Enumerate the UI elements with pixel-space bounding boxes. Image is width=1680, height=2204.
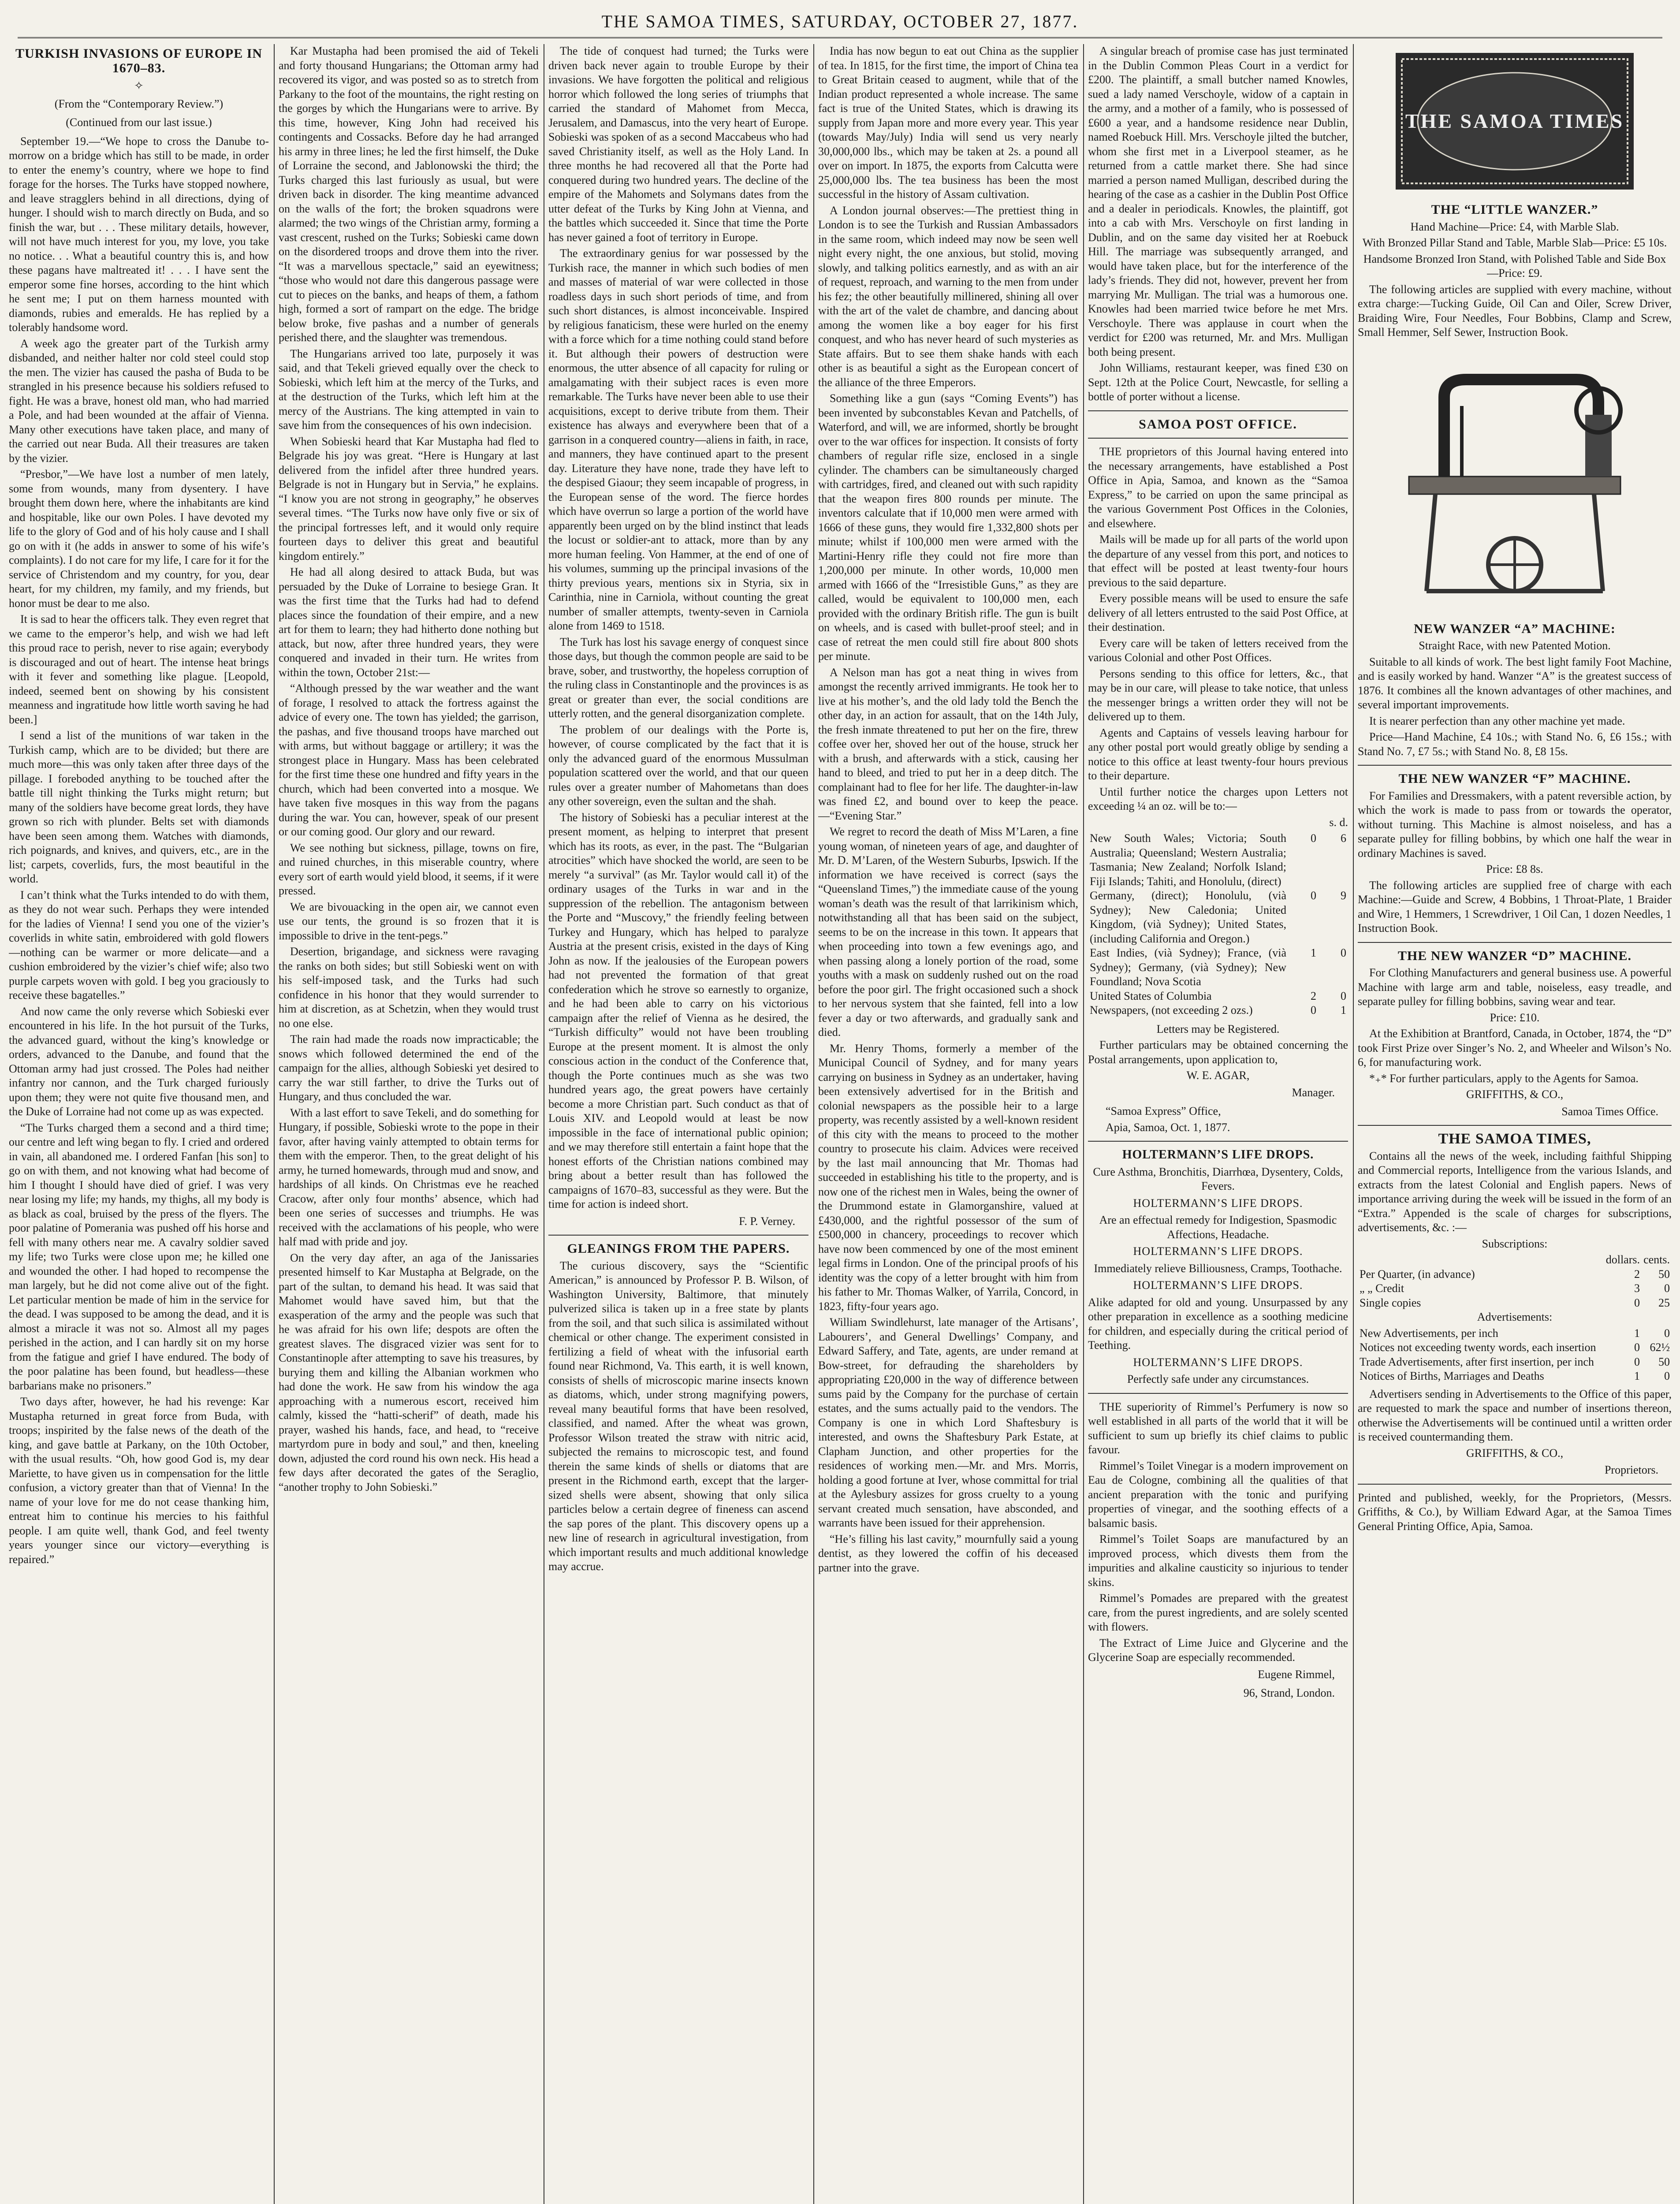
adv-cents: 0 (1664, 1326, 1670, 1340)
gleanings-title: GLEANINGS FROM THE PAPERS. (567, 1241, 790, 1256)
paragraph: Advertisers sending in Advertisements to the Office of this paper, are requested to mark the space and number of insertions thereon, otherwise the Advertisements will be continued until a written order is received countermanding them. (1358, 1387, 1672, 1443)
paragraph: “Presbor,”—We have lost a number of men lately, some from wounds, many from dysentery. I have brought them down here, where the inhabitants are kind and hospitable, like our own Poles. I have devoted my life to the glory of God and of his holy cause and I shall go on with it (he adds in answer to some of his wife’s complaints). I do not care for my life, I care for it for the service of Christendom and my country, for you, dear heart, for my children, my family, and my friends, but honor must be dear to me also. (9, 468, 269, 610)
paragraph: And now came the only reverse which Sobieski ever encountered in his life. In the hot pursuit of the Turks, the advanced guard, without the king’s knowledge or orders, advanced to the Danube, and found that the Ottoman army had just crossed. The Poles had neither infantry nor cannon, and the Turk charged furiously upon them; they were not quite five thousand men, and the Duke of Lorraine had not come up as was expected. (9, 1005, 269, 1118)
rimmel-address: 96, Strand, London. (1243, 1687, 1335, 1699)
drops-item: Are an effectual remedy for Indigestion, Spasmodic Affections, Headache. (1099, 1214, 1337, 1241)
paragraph: The extraordinary genius for war possessed by the Turkish race, the manner in which such bodies of men and masses of material of war were collected in those roadless days in such short periods of time, and from such short distances, is almost inconceivable. Inspired by religious fanaticism, these were hurled on the enemy with a force which for a time nothing could stand before it. But although their powers of destruction were enormous, the utter absence of all capacity for ruling or amalgamating with their subject races is even more remarkable. The Turks have never been able to use their acquisitions, except to derive tribute from them. Their existence has always and everywhere been that of a garrison in a conquered country—aliens in faith, in race, and manners, they have continued apart to the present day. Literature they have none, trade they have left to the despised Giaour; they seem incapable of progress, in the European sense of the word. The fierce hordes which have overrun so large a portion of the world have apparently been urged on by the blind instinct that leads the locust or soldier-ant to attack, more than by any more human feeling. Von Hammer, at the end of one of his volumes, summing up the principal invasions of the thirty previous years, mentions six in Styria, six in Carinthia, nine in Carniola, without counting the great number of smaller attempts, twenty-seven in Carniola alone from 1469 to 1518. (548, 247, 808, 632)
rate-header: s. d. (1329, 815, 1348, 829)
paragraph: Price—Hand Machine, £4 10s.; with Stand No. 6, £6 15s.; with Stand No. 7, £7 5s.; with Stand No. 8, £8 15s. (1358, 730, 1672, 758)
paragraph: India has now begun to eat out China as the supplier of tea. In 1815, for the first time, the import of China tea to Great Britain ceased to augment, while that of the Indian product represented a whole increase. The same fact is true of the United States, which is drawing its supply from Japan more and more every year. This year (towards May/July) India will send us very nearly 30,000,000 lbs., which may be taken at 2s. a pound all over on import. In 1875, the exports from Calcutta were 25,000,000 lbs. The tea business has been the most successful in the history of Assam cultivation. (818, 45, 1078, 201)
drops-title: HOLTERMANN’S LIFE DROPS. (1133, 1279, 1303, 1292)
paragraph: The Extract of Lime Juice and Glycerine and the Glycerine Soap are especially recommended. (1088, 1636, 1348, 1664)
paragraph: I send a list of the munitions of war taken in the Turkish camp, which are to be divided; but there are much more—this was only taken after three days of the pillage. I foreboded anything to be touched after the battle till night thinking the Turks might return; but many of the soldiers have become great lords, they have grown so rich with plunder. Belts set with diamonds have been seen among them. Watches with diamonds, rich poignards, and knives, and quivers, etc., are in the list; carpets, coverlids, furs, the most beautiful in the world. (9, 729, 269, 885)
paragraph: Every care will be taken of letters received from the various Colonial and other Post Offices. (1088, 637, 1348, 664)
paragraph: Further particulars may be obtained concerning the Postal arrangements, upon application to, (1088, 1039, 1348, 1066)
post-signer-title: Manager. (1292, 1086, 1335, 1099)
price-line: With Bronzed Pillar Stand and Table, Marble Slab—Price: £5 10s. (1362, 236, 1667, 249)
proprietors-label: Proprietors. (1604, 1463, 1658, 1476)
article-title: TURKISH INVASIONS OF EUROPE IN 1670–83. (15, 46, 263, 75)
adv-cents: 0 (1664, 1370, 1670, 1382)
seal-text: THE SAMOA TIMES (1405, 110, 1624, 132)
paragraph: Agents and Captains of vessels leaving harbour for any other postal port would greatly oblige by sending a notice to this office at least twenty-four hours previous to their departure. (1088, 726, 1348, 782)
rate-shillings: 2 (1311, 989, 1316, 1002)
paragraph: The curious discovery, says the “Scientific American,” is announced by Professor P. B. Wilson, of Washington University, Baltimore, that minutely pulverized silica is taken up in a free state by plants from the soil, and that such silica is assimilated without chemical or other change. The experiment consisted in fertilizing a field of wheat with the infusorial earth found near Richmond, Va. This earth, it is well known, consists of shells of microscopic marine insects known as diatoms, which, under strong magnifying powers, reveal many beautiful forms that have been resolved, classified, and named. After the wheat was grown, Professor Wilson treated the straw with nitric acid, subjected the remains to microscopic test, and found therein the same kinds of shells or diatoms that are present in the Richmond earth, except that the larger-sized shells were absent, showing that only silica particles below a certain degree of fineness can ascend the sap pores of the plant. This discovery opens up a new line of research in agricultural investigation, from which important results and much additional knowledge may accrue. (548, 1259, 808, 1573)
paragraph: John Williams, restaurant keeper, was fined £30 on Sept. 12th at the Police Court, Newcastle, for selling a bottle of porter without a license. (1088, 361, 1348, 403)
divider (1358, 1484, 1672, 1485)
rate-shillings: 0 (1311, 832, 1316, 845)
samoa-times-seal-image (1391, 48, 1638, 194)
times-title: THE SAMOA TIMES, (1438, 1131, 1591, 1147)
adv-cents: 62½ (1650, 1341, 1670, 1354)
paragraph: Kar Mustapha had been promised the aid of Tekeli and forty thousand Hungarians; the Ottoman army had recovered its vigor, and was posted so as to stretch from Parkany to the foot of the mountains, the right resting on the gorges by which the Hungarians were to arrive. By this time, however, King John had received his contingents and Cossacks. Before day he had arranged his army in three lines; he led the first himself, the Duke of Lorraine the second, and Jablonowski the third; the Turks charged this last furiously as usual, but were driven back in disorder. The king meantime advanced on the walls of the fort; the broken squadrons were alarmed; the two wings of the Christian army, forming a vast crescent, rushed on the Turks; Sobieski came down on the disordered troops and drove them into the river. “It was a marvellous spectacle,” said an eyewitness; “those who would not dare this dangerous passage were cut to pieces on the banks, and heaps of them, a fathom high, formed a sort of rampart on the edge. The bridge below broke, five pashas and a number of generals perished there, and the slaughter was tremendous. (279, 45, 539, 344)
agents-office: Samoa Times Office. (1561, 1105, 1658, 1118)
paragraph: The Hungarians arrived too late, purposely it was said, and that Tekeli grieved equally over the check to Sobieski, which left him at the mercy of the Turks, and at the destruction of the Turks, which left him at the mercy of the Austrians. The king attempted in vain to save him from the consequences of his own indecision. (279, 347, 539, 432)
post-office-title: SAMOA POST OFFICE. (1139, 417, 1297, 432)
rate-pence: 0 (1341, 946, 1346, 959)
divider: ✧ (134, 79, 144, 92)
paragraph: Persons sending to this office for letters, &c., that may be in our care, will please to take notice, that unless the messenger brings a written order they will not be delivered up to them. (1088, 667, 1348, 723)
paragraph: A Nelson man has got a neat thing in wives from amongst the recently arrived immigrants. He took her to live at his mother’s, and the old lady told the Bench the other day, in an action for assault, that on the 14th July, the fresh inmate threatened to put her on the fire, threw coffee over her, shoved her out of the house, struck her with a brush, and afterwards with a stick, causing her hand to bleed, and tried to put her in a deep ditch. The complainant had to flee for her life. The daughter-in-law was fined £2, and bound over to keep the peace.—“Evening Star.” (818, 666, 1078, 822)
column-2 (279, 44, 539, 2204)
paragraph: The history of Sobieski has a peculiar interest at the present moment, as helping to interpret that present which has its roots, as ever, in the past. The “Bulgarian atrocities” which have shocked the world, are seen to be merely “a survival” (as Mr. Taylor would call it) of the ordinary usages of the Turks in war and in the suppression of the rebellion. The antagonism between the Porte and “Muscovy,” the friendly feeling between Turkey and Hungary, which has helped to paralyze Austria at the present crisis, existed in the days of King John as now. If the jealousies of the European powers had not prevented the formation of that great confederation which he strove so earnestly to organize, and he had been able to carry on his victorious campaign after the relief of Vienna as he desired, the “Turkish difficulty” would not have been troubling Europe at the present moment. It is almost the only conscious action in the conduct of the Conference that, though the Porte continues much as she was two hundred years ago, the great powers have certainly become a more Christian part. Such conduct as that of Louis XIV. and Leopold would at least be now impossible in the face of international public opinion; and we may therefore still entertain a faint hope that the honest efforts of the Christian nations combined may bring about a better result than has followed the campaigns of 1670–83, successful as they were. But the time for action is indeed short. (548, 811, 808, 1210)
wanzer-d-title: THE NEW WANZER “D” MACHINE. (1397, 948, 1632, 963)
divider (1358, 765, 1672, 766)
drops-item: Alike adapted for old and young. Unsurpassed by any other preparation in excellence as a soothing medicine for children, and especially during the critical period of Teething. (1088, 1296, 1348, 1351)
rate-pence: 0 (1341, 989, 1346, 1002)
adv-label: Notices not exceeding twenty words, each insertion (1360, 1341, 1596, 1354)
paragraph: *₊* For further particulars, apply to the Agents for Samoa. (1369, 1072, 1639, 1085)
divider (1358, 942, 1672, 943)
rimmel-name: Eugene Rimmel, (1258, 1668, 1335, 1681)
adv-cents: 50 (1658, 1355, 1670, 1368)
paragraph: A singular breach of promise case has just terminated in the Dublin Common Pleas Court in a verdict for £200. The plaintiff, a small butcher named Knowles, sued a lady named Verschoyle, widow of a captain in the army, and a mother of a family, who is possessed of £600 a year, and a handsome residence near Dublin, named Roebuck Hill. Mrs. Verschoyle jilted the butcher, whom she first met in a Liverpool steamer, as he returned from a cattle market there. She had since married a person named Mulligan, described during the hearing of the case as a cashier in the Dublin Post Office and a dealer in periodicals. Knowles, the plaintiff, got into a cab with Mrs. Verschoyle on first landing in Dublin, and on the same day visited her at Roebuck Hill. The marriage was subsequently arranged, and would have taken place, but for the interference of the lady’s friends. They did not, however, prevent her from marrying Mr. Mulligan. The trial was a humorous one. Knowles had been married twice before he met Mrs. Verschoyle. There was applause in court when the verdict for £200 was returned, Mr. and Mrs. Mulligan both being present. (1088, 45, 1348, 358)
paragraph: When Sobieski heard that Kar Mustapha had fled to Belgrade his joy was great. “Here is Hungary at last delivered from the infidel after three hundred years. Belgrade is not in Hungary but in Servia,” he explains. “I know you are not strong in geography,” he observes several times. “The Turks now have only five or six of the principal fortresses left, and it would only require fourteen days to deliver this great and beautiful kingdom entirely.” (279, 435, 539, 562)
paragraph: The tide of conquest had turned; the Turks were driven back never again to trouble Europe by their invasions. We have forgotten the political and religious horror which followed the long series of triumphs that carried the standard of Mahomet from Mecca, Jerusalem, and Damascus, into the very heart of Europe. Sobieski was spoken of as a second Maccabeus who had saved Christianity itself, as well as the Holy Land. In three months he had recovered all that the Porte had conquered during two hundred years. The decline of the empire of the Mahomets and Solymans dates from the utter defeat of the Turks by King John at Vienna, and the battles which succeeded it. Since that time the Porte has never gained a foot of territory in Europe. (548, 45, 808, 244)
rate-pence: 9 (1341, 889, 1346, 902)
paragraph: It is nearer perfection than any other machine yet made. (1369, 714, 1625, 727)
subscription-table (1358, 1253, 1672, 1310)
paragraph: With a last effort to save Tekeli, and do something for Hungary, if possible, Sobieski wrote to the pope in their favor, after having vainly attempted to obtain terms for them with the emperor. Then, to the great delight of his army, he turned homewards, through mud and snow, and hardships of all kinds. On Christmas eve he reached Cracow, after only four months’ absence, which had been one series of successes and triumphs. He was received with the acclamations of his people, who were half mad with pride and joy. (279, 1106, 539, 1248)
paragraph: Rimmel’s Pomades are prepared with the greatest care, from the purest ingredients, and are solely scented with flowers. (1088, 1592, 1348, 1633)
paragraph: THE proprietors of this Journal having entered into the necessary arrangements, have established a Post Office in Apia, Samoa, and known as the “Samoa Express,” to be carried on upon the same principal as the various Government Post Offices in the Colonies, and elsewhere. (1088, 445, 1348, 530)
adv-dollars: 0 (1634, 1341, 1640, 1354)
paragraph: It is sad to hear the officers talk. They even regret that we came to the emperor’s help, and wish we had left this proud race to perish, never to rise again; everybody is discouraged and out of heart. The intense heat brings with it fever and something like plague. [Leopold, indeed, seemed bent on showing by his consistent meanness and ingratitude how little worth saving he had been.] (9, 613, 269, 726)
divider (1358, 1125, 1672, 1126)
drops-title: HOLTERMANN’S LIFE DROPS. (1133, 1196, 1303, 1210)
postal-rates-table (1088, 831, 1348, 1018)
advertisement-table (1358, 1326, 1672, 1384)
column-rule (1353, 44, 1354, 2204)
drops-title: HOLTERMANN’S LIFE DROPS. (1133, 1245, 1303, 1258)
subscriptions-heading: Subscriptions: (1482, 1237, 1548, 1250)
column-6 (1358, 44, 1672, 2204)
article-source: (From the “Contemporary Review.”) (54, 97, 224, 110)
col-cents: cents. (1643, 1253, 1670, 1266)
paragraph: Two days after, however, he had his revenge: Kar Mustapha returned in great force from Buda, with troops; inspirited by the false news of the death of the king, and gave battle at Parkany, on the 10th October, with the usual results. “Oh, how good God is, my dear Mariette, to have given us in compensation for the little confusion, a victory greater than that of Vienna! In the name of your love for me do not cease thanking him, entreat him to continue his mercies to his faithful people. I am quite well, thank God, and feel twenty years younger since our victory—everything is repaired.” (9, 1395, 269, 1566)
table-row (1358, 1253, 1672, 1267)
paragraph: For Clothing Manufacturers and general business use. A powerful Machine with large arm and table, noiseless, easy treadle, and separate pulley for filling bobbins, saving wear and tear. (1358, 966, 1672, 1008)
sewing-machine-illustration (1391, 344, 1638, 618)
wanzer-f-title: THE NEW WANZER “F” MACHINE. (1398, 771, 1631, 786)
paragraph: Until further notice the charges upon Letters not exceeding ¼ an oz. will be to:— (1088, 785, 1348, 812)
paragraph: We see nothing but sickness, pillage, towns on fire, and ruined churches, in this miserable country, where every sort of earth would yield blood, it seems, if it were pressed. (279, 841, 539, 897)
rate-destination: East Indies, (vià Sydney); France, (vià Sydney); Germany, (vià Sydney); New Foundland; Nova Scotia (1090, 946, 1286, 988)
adv-dollars: 1 (1634, 1370, 1640, 1382)
masthead: THE SAMOA TIMES, SATURDAY, OCTOBER 27, 1877. (18, 6, 1662, 38)
registered-note: Letters may be Registered. (1156, 1022, 1280, 1035)
adv-dollars: 1 (1634, 1326, 1640, 1340)
divider (1088, 438, 1348, 439)
paragraph: I can’t think what the Turks intended to do with them, as they do not wear such. Perhaps they were intended for the ladies of Vienna! I send you one of the vizier’s coverlids in white satin, embroidered with gold flowers—nothing can be warmer or more delicate—and a cushion embroidered by the vizier’s chief wife; also two purple carpets woven with gold. I beg you graciously to receive these bagatelles.” (9, 888, 269, 1001)
post-signer: W. E. AGAR, (1186, 1069, 1250, 1082)
sub-label: Single copies (1360, 1296, 1421, 1309)
column-rule (1083, 44, 1084, 2204)
paragraph: Mails will be made up for all parts of the world upon the departure of any vessel from this port, and notices to that effect will be posted at least twenty-four hours previous to the said departure. (1088, 533, 1348, 589)
sub-label: Per Quarter, (in advance) (1360, 1267, 1475, 1281)
sub-dollars: 0 (1634, 1296, 1640, 1309)
agents-name: GRIFFITHS, & CO., (1466, 1088, 1564, 1101)
sub-cents: 0 (1664, 1282, 1670, 1295)
column-1 (9, 44, 269, 2204)
sub-dollars: 2 (1634, 1267, 1640, 1281)
paragraph: We regret to record the death of Miss M’Laren, a fine young woman, of nineteen years of age, and daughter of Mr. D. M’Laren, of the Western Suburbs, Ipswich. If the information we have received is correct (says the “Queensland Times,”) the immediate cause of the young woman’s death was the result of that larrikinism which, notwithstanding all that has been said on the subject, seems to be on the increase in this town. It appears that when proceeding into town a few evenings ago, and when passing along a lonely portion of the road, some youths with a mask on suddenly rushed out on the road before the poor girl. The fright occasioned such a shock to her nervous system that she fainted, fell into a low fever a day or two afterwards, and gradually sank and died. (818, 825, 1078, 1039)
column-rule (813, 44, 814, 2204)
wanzer-a-title: NEW WANZER “A” MACHINE: (1414, 621, 1616, 636)
table-row (1358, 1296, 1672, 1310)
paragraph: A week ago the greater part of the Turkish army disbanded, and neither halter nor cold steel could stop the men. The vizier has caused the pasha of Buda to be strangled in his presence because his soldiers refused to fight. He was a brave, honest old man, who had married a Pole, and had been wounded at the affair of Vienna. Many other executions have taken place, and many of the carried out near Buda. All their treasures are taken by the vizier. (9, 337, 269, 465)
rate-shillings: 0 (1311, 1004, 1316, 1016)
rate-destination: Germany, (direct); Honolulu, (vià Sydney); New Caledonia; United Kingdom, (vià Sydney); United States, (including California and Oregon.) (1090, 889, 1286, 945)
paragraph: Every possible means will be used to ensure the safe delivery of all letters entrusted to the said Post Office, at their destination. (1088, 592, 1348, 633)
advertisements-heading: Advertisements: (1477, 1310, 1553, 1323)
table-row (1358, 1355, 1672, 1370)
paragraph: The Turk has lost his savage energy of conquest since those days, but though the common people are said to be brave, sober, and trustworthy, the hopeless corruption of the ruling class in Constantinople and the provinces is as great or greater than ever, the social conditions are utterly rotten, and the general disorganization complete. (548, 635, 808, 720)
drops-item: Cure Asthma, Bronchitis, Diarrhœa, Dysentery, Colds, Fevers. (1093, 1165, 1343, 1192)
paragraph: For Families and Dressmakers, with a patent reversible action, by which the work is made to pass from or towards the operator, without turning. This Machine is almost noiseless, and has a separate pulley for filling bobbins, by which one half the wear in ordinary Machines is saved. (1358, 789, 1672, 860)
adv-dollars: 0 (1634, 1355, 1640, 1368)
post-office-name: “Samoa Express” Office, (1106, 1105, 1221, 1117)
rate-destination: United States of Columbia (1090, 989, 1212, 1002)
paragraph: “The Turks charged them a second and a third time; our centre and left wing began to fly. I cried and ordered in vain, all abandoned me. I ordered Fanfan [his son] to go on with them, and not knowing what had become of him I thought I should have died of grief. I was very near losing my life; my hands, my thighs, all my body is as black as coal, bruised by the press of the flyers. The poor palatine of Pomerania was pushed off his horse and fell with many others near me. A cavalry soldier saved my life; two Turks were close upon me; he killed one and wounded the other. I had hoped to recompense the man largely, but he did not come alive out of the fight. Let particular mention be made of him in the service for the dead. I was supposed to be among the dead, and it is almost a miracle it was not so. Almost all my pages perished in the action, and I can hardly sit on my horse from the fatigue and grief I have endured. The body of the poor palatine has been found, but headless—these barbarians make no prisoners.” (9, 1121, 269, 1392)
paragraph: We are bivouacking in the open air, we cannot even use our tents, the ground is so frozen that it is impossible to drive in the tent-pegs.” (279, 900, 539, 942)
paragraph: September 19.—“We hope to cross the Danube to-morrow on a bridge which has still to be made, in order to enter the enemy’s country, where we hope to find forage for the horses. The Turks have stopped nowhere, and leave stragglers behind in all directions, dying of hunger. I should wish to march directly on Buda, and so finish the war, but . . . These military details, however, will not have much interest for you, my love, you take no notice. . . What a beautiful country this is, and how these pagans have maltreated it! . . . I have sent the emperor some fine horses, according to the hint which he sent me; I put on them harness mounted with diamonds, rubies and emeralds. He has replied by a tolerably handsome word. (9, 134, 269, 334)
rate-shillings: 0 (1311, 889, 1316, 902)
paragraph: At the Exhibition at Brantford, Canada, in October, 1874, the “D” took First Prize over Singer’s No. 2, and Wheeler and Wilson’s No. 6, for manufacturing work. (1358, 1027, 1672, 1068)
rate-destination: Newspapers, (not exceeding 2 ozs.) (1090, 1004, 1253, 1016)
paragraph: The rain had made the roads now impracticable; the snows which followed determined the end of the campaign for the allies, although Sobieski yet desired to carry the war still farther, to drive the Turks out of Hungary, and thus concluded the war. (279, 1033, 539, 1103)
table-row (1088, 989, 1348, 1004)
column-rule (274, 44, 275, 2204)
adv-label: Trade Advertisements, after first insertion, per inch (1360, 1355, 1594, 1368)
paragraph: Contains all the news of the week, including faithful Shipping and Commercial reports, Intelligence from the various Islands, and extracts from the latest Colonial and English papers. News of importance arriving during the week will be issued in the form of an “Extra.” Appended is the scale of charges for subscriptions, advertisements, &c. :— (1358, 1149, 1672, 1234)
paragraph: A London journal observes:—The prettiest thing in London is to see the Turkish and Russian Ambassadors in the same room, which indeed may now be seen well night every night, the one anxious, but stolid, moving slowly, and talking politics earnestly, and as with an air of request, reproach, and warning to the men from under his fez; the other beautifully millinered, shining all over with the art of the valet de chambre, and dancing about among the women like a boy eager for his first conquest, and who has never heard of such mysteries as State affairs. But to see them shake hands with each other is as beautiful a sight as the European concert of the alliance of the three Emperors. (818, 204, 1078, 389)
price-line: Handsome Bronzed Iron Stand, with Polished Table and Side Box—Price: £9. (1363, 252, 1666, 279)
paragraph: Suitable to all kinds of work. The best light family Foot Machine, and is easily worked by hand. Wanzer “A” is the greatest success of 1876. It combines all the known advantages of other machines, and several important improvements. (1358, 655, 1672, 711)
little-wanzer-title: THE “LITTLE WANZER.” (1431, 202, 1598, 217)
paragraph: Rimmel’s Toilet Vinegar is a modern improvement on Eau de Cologne, combining all the qualities of that ancient preparation with the tonic and purifying properties of vinegar, and the soothing effects of a balsamic basis. (1088, 1459, 1348, 1530)
rate-pence: 6 (1341, 832, 1346, 845)
column-3 (548, 44, 808, 2204)
divider (1088, 410, 1348, 411)
sub-cents: 50 (1658, 1267, 1670, 1281)
imprint: Printed and published, weekly, for the Proprietors, (Messrs. Griffiths, & Co.), by William Edward Agar, at the Samoa Times General Printing Office, Apia, Samoa. (1358, 1491, 1672, 1533)
drops-title: HOLTERMANN’S LIFE DROPS. (1122, 1148, 1314, 1162)
paragraph: The following articles are supplied free of charge with each Machine:—Guide and Screw, 4 Bobbins, 1 Throat-Plate, 1 Braider and Wire, 1 Hemmers, 1 Screwdriver, 1 Oil Can, 1 dozen Needles, 1 Instruction Book. (1358, 879, 1672, 934)
paragraph: The following articles are supplied with every machine, without extra charge:—Tucking Guide, Oil Can and Oiler, Screw Driver, Braiding Wire, Four Needles, Four Bobbins, Clamp and Screw, Small Hemmer, Self Sewer, Instruction Book. (1358, 283, 1672, 339)
paragraph: The problem of our dealings with the Porte is, however, of course complicated by the fact that it is only the advanced guard of the enormous Mussulman population scattered over the world, and that our queen rules over a greater number of Mahometans than does any other sovereign, even the sultan and the shah. (548, 723, 808, 808)
post-date: Apia, Samoa, Oct. 1, 1877. (1106, 1121, 1230, 1134)
table-row (1088, 946, 1348, 989)
table-row (1088, 1003, 1348, 1018)
sub-cents: 25 (1658, 1296, 1670, 1309)
article-continued: (Continued from our last issue.) (66, 116, 212, 129)
wanzer-a-subtitle: Straight Race, with new Patented Motion. (1419, 639, 1611, 652)
paragraph: Something like a gun (says “Coming Events”) has been invented by subconstables Kevan and Patchells, of Waterford, and will, we are informed, shortly be brought over to the war offices for inspection. It consists of forty chambers of regular rifle size, enclosed in a single cylinder. The chambers can be simultaneously charged with cartridges, fired, and cleaned out with such rapidity that the weapon fires 800 rounds per minute. The inventors calculate that if 10,000 men were armed with 1666 of these guns, they would fire 1,332,800 shots per minute; whilst if 100,000 men were armed with the Martini-Henry rifle they could not fire more than 1,200,000 per minute. In other words, 10,000 men armed with 1666 of the “Irresistible Guns,” as they are called, would be equivalent to 100,000 men, each provided with the ordinary British rifle. The gun is built on wheels, and is cased with bullet-proof steel; and in case of retreat the men could still fire about 800 shots per minute. (818, 392, 1078, 663)
sub-label: „ „ Credit (1360, 1282, 1404, 1295)
table-row (1358, 1281, 1672, 1296)
table-row (1088, 831, 1348, 889)
column-4 (818, 44, 1078, 2204)
price-line: Price: £10. (1490, 1011, 1540, 1024)
drops-title: HOLTERMANN’S LIFE DROPS. (1133, 1355, 1303, 1369)
column-5 (1088, 44, 1348, 2204)
sub-dollars: 3 (1634, 1282, 1640, 1295)
rate-destination: New South Wales; Victoria; South Australia; Queensland; Western Australia; Tasmania; New Zealand; Norfolk Island; Fiji Islands; Tahiti, and Honolulu, (direct) (1090, 832, 1286, 888)
paragraph: Mr. Henry Thoms, formerly a member of the Municipal Council of Sydney, and for many years carrying on business in Sydney as an undertaker, having been extensively advertised for in the British and colonial newspapers as the possible heir to a large property, was recently assisted by a well-known resident of this city with the means to proceed to the mother country to prosecute his claim. Advices were received by the last mail announcing that Mr. Thomas had succeeded in establishing his title to the property, and is now one of the richest men in Wales, being the owner of the Drummond estate in Glamorganshire, valued at £430,000, and the rightful possessor of the sum of £500,000 in chancery, proceedings to recover which have now been commenced by one of the most eminent legal firms in London. One of the principal proofs of his identity was the copy of a letter brought with him from his father to Mr. Thomas Walker, of Yarrila, Concord, in 1823, fifty-four years ago. (818, 1042, 1078, 1313)
paragraph: Desertion, brigandage, and sickness were ravaging the ranks on both sides; but still Sobieski went on with his self-imposed task, and the Turks had such confidence in his honor that they would surrender to him at discretion, as at Schetzin, when they would trust no one else. (279, 945, 539, 1030)
rate-pence: 1 (1341, 1004, 1346, 1016)
table-row (1358, 1369, 1672, 1384)
article-author: F. P. Verney. (739, 1214, 795, 1228)
paragraph: “He’s filling his last cavity,” mournfully said a young dentist, as they lowered the coffin of his deceased partner into the grave. (818, 1532, 1078, 1574)
paragraph: William Swindlehurst, late manager of the Artisans’, Labourers’, and General Dwellings’ Company, and Edward Saffery, and Tate, agents, are under remand at Bow-street, for defrauding the shareholders by appropriating £20,000 in the way of difference between sums paid by the Company for the purchase of certain estates, and the sums actually paid to the vendors. The Company is one in which Lord Shaftesbury is interested, and owns the Shaftesbury Park Estate, at Clapham Junction, and other properties for the residences of working men.—Mr. and Mrs. Morris, holding a good fortune at Iver, whose committal for trial at the Aylesbury assizes for gross cruelty to a young servant created much sensation, have absconded, and warrants have been issued for their apprehension. (818, 1316, 1078, 1529)
price-line: Hand Machine—Price: £4, with Marble Slab. (1410, 220, 1619, 233)
table-row (1358, 1326, 1672, 1341)
paragraph: Rimmel’s Toilet Soaps are manufactured by an improved process, which divests them from the impurities and alkaline causticity so injurious to tender skins. (1088, 1533, 1348, 1589)
drops-item: Immediately relieve Billiousness, Cramps, Toothache. (1094, 1262, 1342, 1275)
proprietors-name: GRIFFITHS, & CO., (1466, 1446, 1564, 1459)
divider (548, 1235, 808, 1236)
col-dollars: dollars. (1605, 1253, 1640, 1266)
price-line: Price: £8 8s. (1486, 863, 1543, 875)
table-row (1358, 1267, 1672, 1282)
rate-shillings: 1 (1311, 946, 1316, 959)
adv-label: New Advertisements, per inch (1360, 1326, 1498, 1340)
table-row (1358, 1340, 1672, 1355)
paragraph: On the very day after, an aga of the Janissaries presented himself to Kar Mustapha at Belgrade, on the part of the sultan, to demand his head. It was said that Mahomet would have saved him, but that the exasperation of the army and the people was such that he was afraid for his own life; despots are often the greatest slaves. The disgraced vizier was sent for to Constantinople after attempting to save his treasures, by burying them and killing the Albanian workmen who had done the work. He saw from his window the aga approaching with a numerous escort, received him calmly, kissed the “hatti-scherif” of death, made his prayer, washed his hands, face, and head, to “receive martyrdom pure in body and soul,” and then, kneeling down, adjusted the cord round his own neck. His head a few days after decorated the gates of the Seraglio, “another trophy to John Sobieski.” (279, 1251, 539, 1493)
paragraph: He had all along desired to attack Buda, but was persuaded by the Duke of Lorraine to besiege Gran. It was the first time that the Turks had had to defend places since the foundation of their empire, and a new art for them to learn; they had hitherto done nothing but attack, but now, after three hundred years, they were conquered and invaded in their turn. He writes from within the town, October 21st:— (279, 566, 539, 679)
divider (1088, 1393, 1348, 1394)
drops-item: Perfectly safe under any circumstances. (1127, 1373, 1309, 1385)
divider (1088, 1141, 1348, 1142)
paragraph: “Although pressed by the war weather and the want of forage, I resolved to attack the fortress against the advice of every one. The town has yielded; the garrison, the pashas, and five thousand troops have marched out with arms, but without baggage or artillery; it was the strongest place in Hungary. Mass has been celebrated for the first time these one hundred and fifty years in the church, which had been converted into a mosque. We have taken five mosques in this way from the pagans during the war. You can, however, speak of our present or our coming good. Our glory and our reward. (279, 682, 539, 838)
adv-label: Notices of Births, Marriages and Deaths (1360, 1370, 1544, 1382)
table-row (1088, 889, 1348, 946)
paragraph: THE superiority of Rimmel’s Perfumery is now so well established in all parts of the world that it will be sufficient to sum up briefly its chief claims to public favour. (1088, 1400, 1348, 1456)
